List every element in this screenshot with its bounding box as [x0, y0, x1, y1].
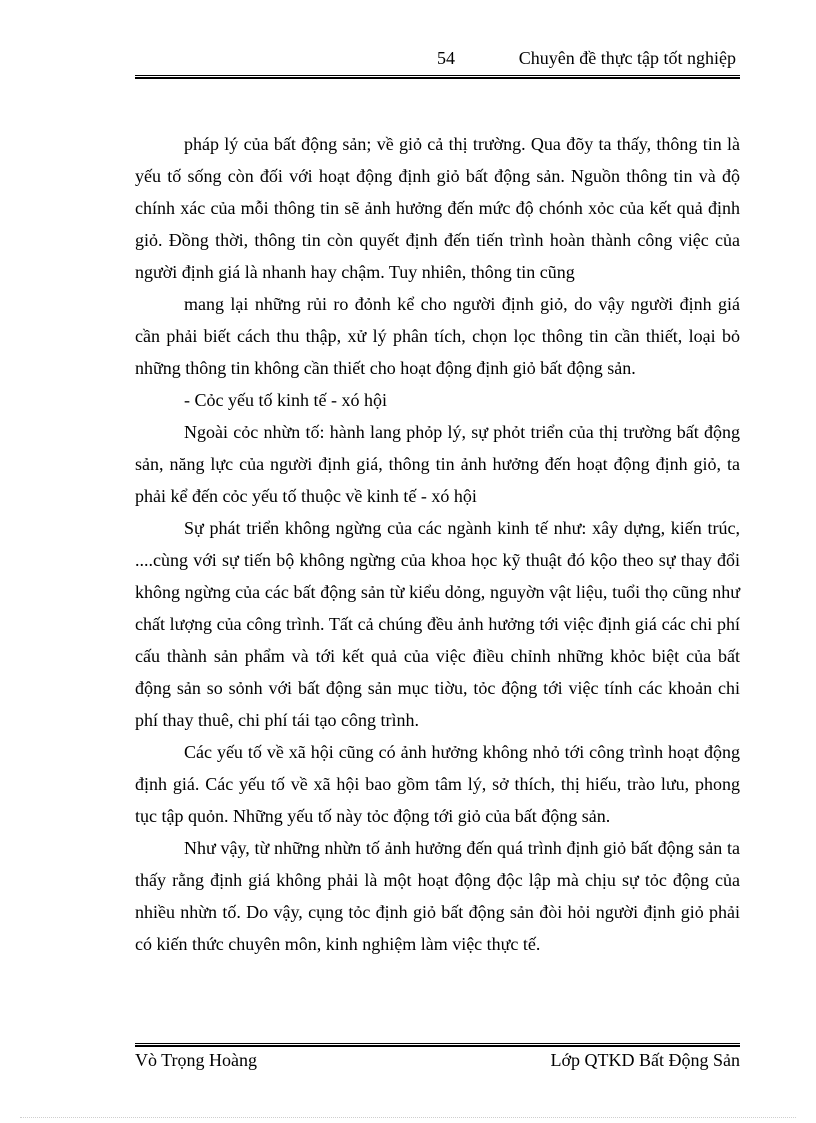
page-bottom-edge [20, 1117, 796, 1118]
document-title: Chuyên đề thực tập tốt nghiệp [518, 48, 736, 68]
body-text [135, 128, 740, 960]
paragraph-4: Sự phát triển không ngừng của các ngành kinh tế như: xây dựng, kiến trúc, ....cùng với sự tiến bộ không ngừng của khoa học kỹ thuật đó kộo theo sự thay đổi không ngừng của các bất động sản từ kiểu dỏng, nguyờn vật liệu, tuổi thọ cũng như chất lượng của công trình. Tất cả chúng đều ảnh hưởng tới việc định giá các chi phí cấu thành sản phẩm và tới kết quả của việc điều chỉnh những khỏc biệt của bất động sản so sỏnh với bất động sản mục tiờu, tỏc động tới việc tính các khoản chi phí thay thuê, chi phí tái tạo công trình. [135, 518, 740, 730]
class-name: Lớp QTKD Bất Động Sản [550, 1050, 740, 1070]
paragraph-1: pháp lý của bất động sản; về giỏ cả thị trường. Qua đõy ta thấy, thông tin là yếu tố sống còn đối với hoạt động định giỏ bất động sản. Nguồn thông tin và độ chính xác của mỗi thông tin sẽ ảnh hưởng đến mức độ chónh xỏc của kết quả định giỏ. Đồng thời, thông tin còn quyết định đến tiến trình hoàn thành công việc của người định giá là nhanh hay chậm. Tuy nhiên, thông tin cũng [135, 134, 740, 282]
section-heading: - Cỏc yếu tố kinh tế - xó hội [184, 390, 387, 410]
paragraph-6: Như vậy, từ những nhừn tố ảnh hưởng đến quá trình định giỏ bất động sản ta thấy rằng định giá không phải là một hoạt động độc lập mà chịu sự tỏc động của nhiều nhừn tố. Do vậy, cụng tỏc định giỏ bất động sản đòi hỏi người định giỏ phải có kiến thức chuyên môn, kinh nghiệm làm việc thực tế. [135, 838, 740, 954]
paragraph-3: Ngoài cỏc nhừn tố: hành lang phỏp lý, sự phỏt triển của thị trường bất động sản, năng lực của người định giá, thông tin ảnh hưởng đến hoạt động định giỏ, ta phải kể đến cỏc yếu tố thuộc về kinh tế - xó hội [135, 422, 740, 506]
author-name: Vò Trọng Hoàng [135, 1050, 258, 1070]
paragraph-2: mang lại những rủi ro đỏnh kể cho người định giỏ, do vậy người định giá cần phải biết cách thu thập, xử lý phân tích, chọn lọc thông tin cần thiết, loại bỏ những thông tin không cần thiết cho hoạt động định giỏ bất động sản. [135, 294, 740, 378]
footer-divider-thick [135, 1045, 740, 1047]
header-divider-thick [135, 77, 740, 79]
footer-divider [135, 1043, 740, 1044]
paragraph-5: Các yếu tố về xã hội cũng có ảnh hưởng không nhỏ tới công trình hoạt động định giá. Các yếu tố về xã hội bao gồm tâm lý, sở thích, thị hiếu, trào lưu, phong tục tập quỏn. Những yếu tố này tỏc động tới giỏ của bất động sản. [135, 742, 740, 826]
page-header [135, 48, 740, 74]
header-divider [135, 75, 740, 76]
page-number: 54 [437, 48, 455, 68]
